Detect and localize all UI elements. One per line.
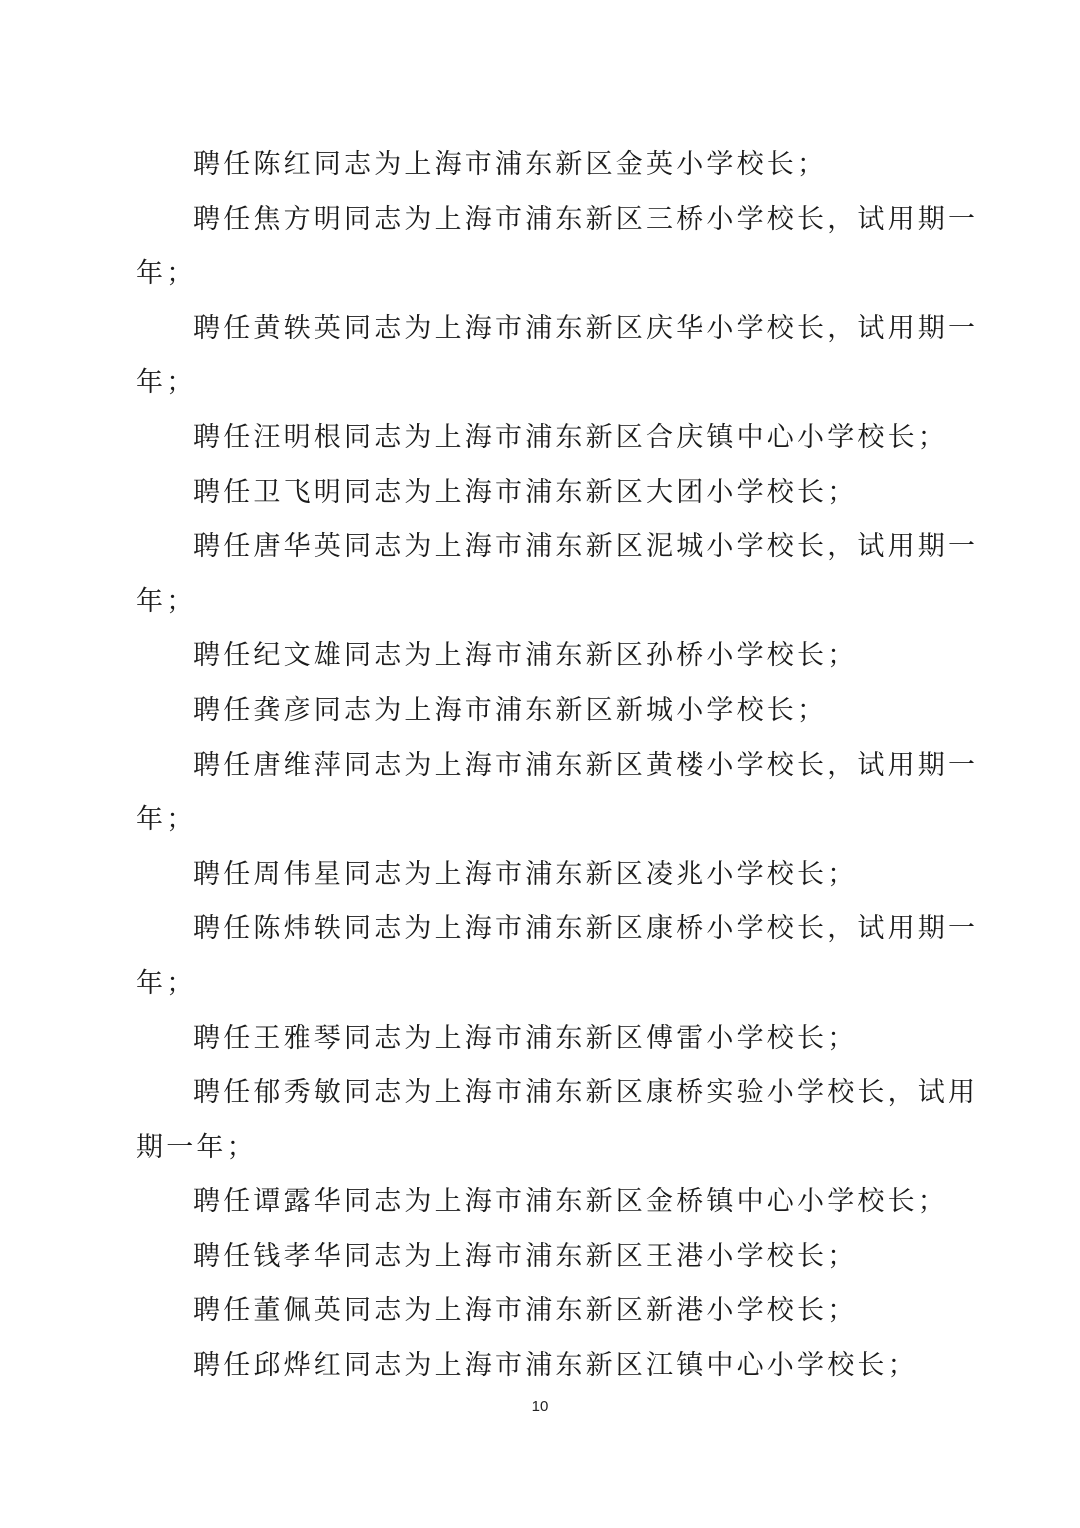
paragraph-line: 聘任唐华英同志为上海市浦东新区泥城小学校长，试用期一 <box>193 531 979 563</box>
paragraph-line: 聘任钱孝华同志为上海市浦东新区王港小学校长； <box>193 1240 858 1272</box>
paragraph-line: 年； <box>136 967 197 999</box>
paragraph-line: 聘任卫飞明同志为上海市浦东新区大团小学校长； <box>193 476 858 508</box>
paragraph-line: 年； <box>136 585 197 617</box>
paragraph-line: 年； <box>136 804 197 836</box>
paragraph-line: 聘任王雅琴同志为上海市浦东新区傅雷小学校长； <box>193 1022 858 1054</box>
paragraph-line: 年； <box>136 258 197 290</box>
paragraph-line: 聘任陈炜轶同志为上海市浦东新区康桥小学校长，试用期一 <box>193 913 979 945</box>
page-number: 10 <box>531 1398 549 1415</box>
paragraph-line: 聘任黄轶英同志为上海市浦东新区庆华小学校长，试用期一 <box>193 312 979 344</box>
paragraph-line: 聘任邱烨红同志为上海市浦东新区江镇中心小学校长； <box>193 1350 918 1382</box>
paragraph-line: 聘任龚彦同志为上海市浦东新区新城小学校长； <box>193 694 828 726</box>
paragraph-line: 年； <box>136 367 197 399</box>
paragraph-line: 聘任焦方明同志为上海市浦东新区三桥小学校长，试用期一 <box>193 203 979 235</box>
paragraph-line: 聘任陈红同志为上海市浦东新区金英小学校长； <box>193 149 828 180</box>
paragraph-line: 期一年； <box>136 1131 257 1163</box>
paragraph-line: 聘任纪文雄同志为上海市浦东新区孙桥小学校长； <box>193 640 858 672</box>
document-body <box>136 138 979 1394</box>
paragraph-line: 聘任谭露华同志为上海市浦东新区金桥镇中心小学校长； <box>193 1186 948 1218</box>
paragraph-line: 聘任汪明根同志为上海市浦东新区合庆镇中心小学校长； <box>193 421 948 453</box>
paragraph-line: 聘任郁秀敏同志为上海市浦东新区康桥实验小学校长，试用 <box>193 1077 979 1109</box>
paragraph-line: 聘任董佩英同志为上海市浦东新区新港小学校长； <box>193 1295 858 1327</box>
paragraph-line: 聘任周伟星同志为上海市浦东新区凌兆小学校长； <box>193 858 858 890</box>
paragraph-line: 聘任唐维萍同志为上海市浦东新区黄楼小学校长，试用期一 <box>193 749 979 781</box>
